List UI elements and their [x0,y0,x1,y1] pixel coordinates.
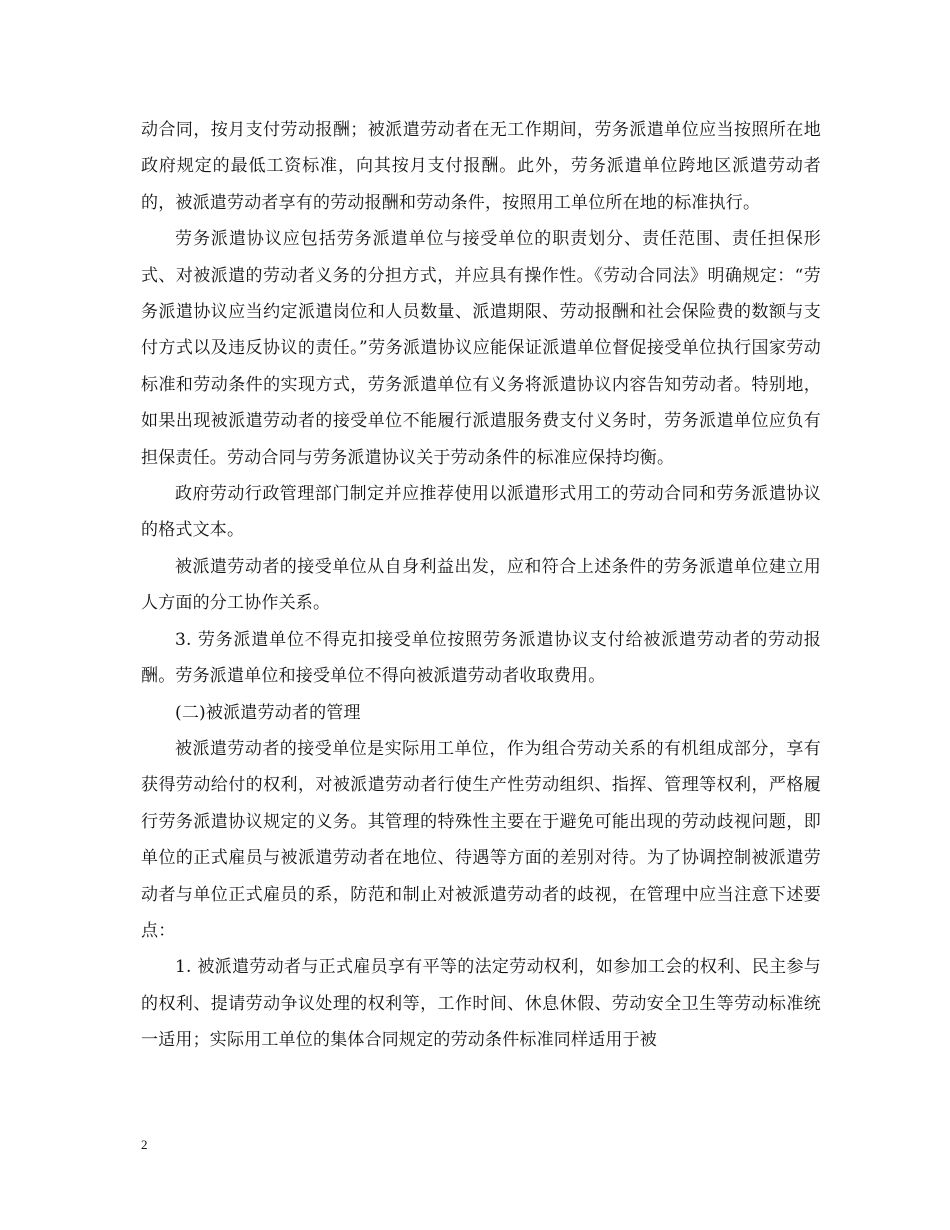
page-number: 2 [141,1137,148,1152]
paragraph-continuation: 动合同，按月支付劳动报酬；被派遣劳动者在无工作期间，劳务派遣单位应当按照所在地政府规定的最低工资标准，向其按月支付报酬。此外，劳务派遣单位跨地区派遣劳动者的，被派遣劳动者享有的劳动报酬和劳动条件，按照用工单位所在地的标准执行。 [141,120,821,213]
paragraph-management: 被派遣劳动者的接受单位是实际用工单位，作为组合劳动关系的有机组成部分，享有获得劳动给付的权利，对被派遣劳动者行使生产性劳动组织、指挥、管理等权利，严格履行劳务派遣协议规定的义务。其管理的特殊性主要在于避免可能出现的劳动歧视问题，即单位的正式雇员与被派遣劳动者在地位、待遇等方面的差别对待。为了协调控制被派遣劳动者与单位正式雇员的系，防范和制止对被派遣劳动者的歧视，在管理中应当注意下述要点： [141,738,821,941]
paragraph-cooperation: 被派遣劳动者的接受单位从自身利益出发，应和符合上述条件的劳务派遣单位建立用人方面的分工协作关系。 [141,556,821,614]
paragraph-dispatch-agreement: 劳务派遣协议应包括劳务派遣单位与接受单位的职责划分、责任范围、责任担保形式、对被派遣的劳动者义务的分担方式，并应具有操作性。《劳动合同法》明确规定：“劳务派遣协议应当约定派遣岗位和人员数量、派遣期限、劳动报酬和社会保险费的数额与支付方式以及违反协议的责任。”劳务派遣协议应能保证派遣单位督促接受单位执行国家劳动标准和劳动条件的实现方式，劳务派遣单位有义务将派遣协议内容告知劳动者。特别地，如果出现被派遣劳动者的接受单位不能履行派遣服务费支付义务时，劳务派遣单位应负有担保责任。劳动合同与劳务派遣协议关于劳动条件的标准应保持均衡。 [141,229,821,468]
paragraph-item-1: 1. 被派遣劳动者与正式雇员享有平等的法定劳动权利，如参加工会的权利、民主参与的权利、提请劳动争议处理的权利等，工作时间、休息休假、劳动安全卫生等劳动标准统一适用；实际用工单位的集体合同规定的劳动条件标准同样适用于被 [141,957,821,1051]
document-body [141,112,821,1059]
paragraph-format-text: 政府劳动行政管理部门制定并应推荐使用以派遣形式用工的劳动合同和劳务派遣协议的格式文本。 [141,484,821,541]
section-heading-management: (二)被派遣劳动者的管理 [175,702,361,723]
paragraph-item-3: 3. 劳务派遣单位不得克扣接受单位按照劳务派遣协议支付给被派遣劳动者的劳动报酬。劳务派遣单位和接受单位不得向被派遣劳动者收取费用。 [141,629,821,687]
